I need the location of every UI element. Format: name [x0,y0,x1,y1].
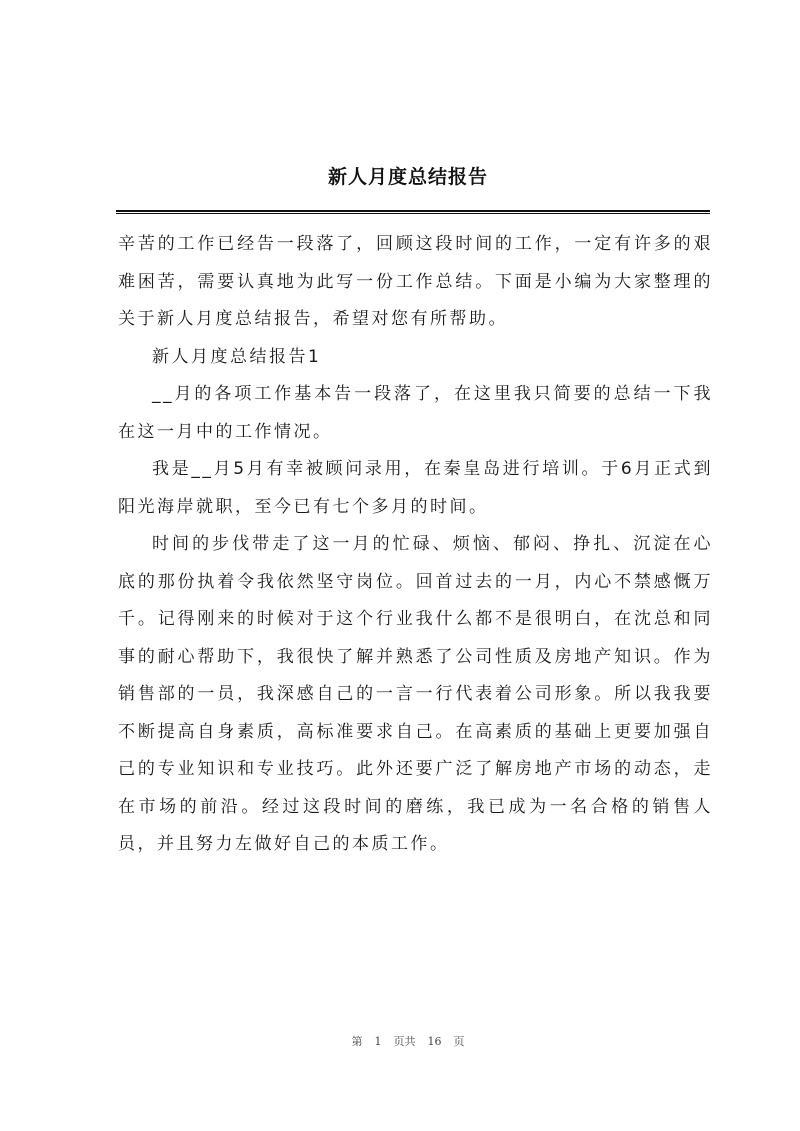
section-heading: 新人月度总结报告1 [152,346,322,367]
footer-label-page: 第 [351,1035,363,1048]
footer-current-page: 1 [374,1035,382,1048]
footer-total-pages: 16 [427,1035,442,1048]
footer-label-pages: 页 [453,1035,465,1048]
paragraph: 时间的步伐带走了这一月的忙碌、烦恼、郁闷、挣扎、沉淀在心底的那份执着令我依然坚守岗位。回首过去的一月，内心不禁感慨万千。记得刚来的时候对于这个行业我什么都不是很明白，在沈总和同事的耐心帮助下，我很快了解并熟悉了公司性质及房地产知识。作为销售部的一员，我深感自己的一言一行代表着公司形象。所以我我要不断提高自身素质，高标准要求自己。在高素质的基础上更要加强自己的专业知识和专业技巧。此外还要广泛了解房地产市场的动态，走在市场的前沿。经过这段时间的磨练，我已成为一名合格的销售人员，并且努力左做好自己的本质工作。 [118,534,713,854]
document-body [118,226,713,864]
document-title: 新人月度总结报告 [327,166,488,188]
paragraph: __月的各项工作基本告一段落了，在这里我只简要的总结一下我在这一月中的工作情况。 [118,384,713,442]
footer-label-of: 页共 [393,1035,416,1048]
paragraph-intro: 辛苦的工作已经告一段落了，回顾这段时间的工作，一定有许多的艰难困苦，需要认真地为此写一份工作总结。下面是小编为大家整理的关于新人月度总结报告，希望对您有所帮助。 [118,234,713,329]
paragraph: 我是__月5月有幸被顾问录用，在秦皇岛进行培训。于6月正式到阳光海岸就职，至今已有七个多月的时间。 [118,459,713,517]
page-footer [0,1033,800,1049]
title-divider [116,210,710,214]
